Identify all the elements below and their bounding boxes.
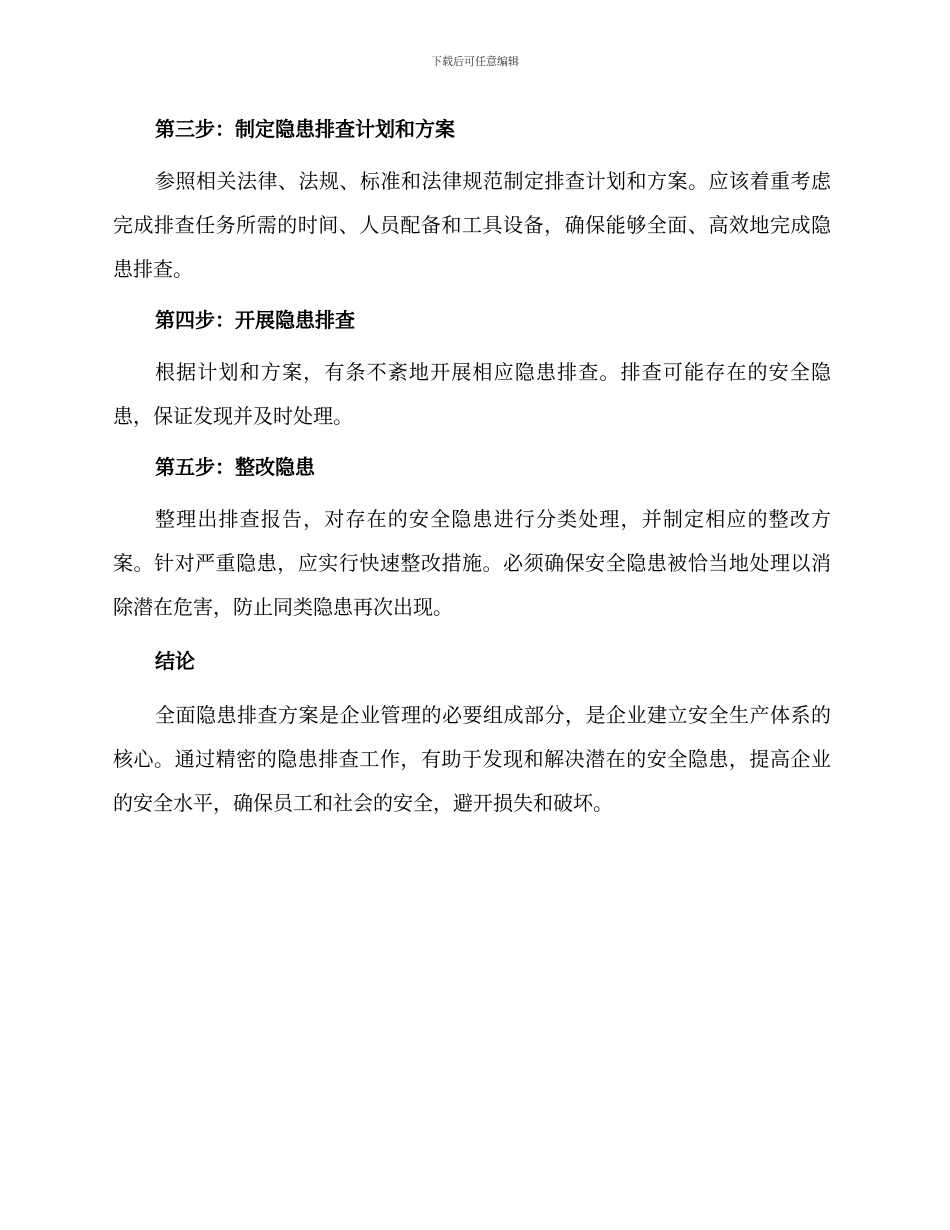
section-step-three xyxy=(113,112,831,291)
document-body xyxy=(113,112,831,825)
section-heading: 第四步：开展隐患排查 xyxy=(155,308,355,332)
section-heading: 第三步：制定隐患排查计划和方案 xyxy=(155,117,455,141)
section-paragraph: 全面隐患排查方案是企业管理的必要组成部分，是企业建立安全生产体系的核心。通过精密的隐患排查工作，有助于发现和解决潜在的安全隐患，提高企业的安全水平，确保员工和社会的安全，避开损失和破坏。 xyxy=(113,703,831,815)
section-paragraph: 整理出排查报告，对存在的安全隐患进行分类处理，并制定相应的整改方案。针对严重隐患，应实行快速整改措施。必须确保安全隐患被恰当地处理以消除潜在危害，防止同类隐患再次出现。 xyxy=(113,507,831,619)
section-heading: 第五步：整改隐患 xyxy=(155,455,315,479)
section-heading: 结论 xyxy=(155,649,195,673)
section-step-five xyxy=(113,450,831,629)
page-header: 下载后可任意编辑 xyxy=(431,55,519,68)
section-step-four xyxy=(113,303,831,438)
section-conclusion xyxy=(113,644,831,825)
section-paragraph: 根据计划和方案，有条不紊地开展相应隐患排查。排查可能存在的安全隐患，保证发现并及时处理。 xyxy=(113,360,831,428)
section-paragraph: 参照相关法律、法规、标准和法律规范制定排查计划和方案。应该着重考虑完成排查任务所需的时间、人员配备和工具设备，确保能够全面、高效地完成隐患排查。 xyxy=(113,169,831,281)
